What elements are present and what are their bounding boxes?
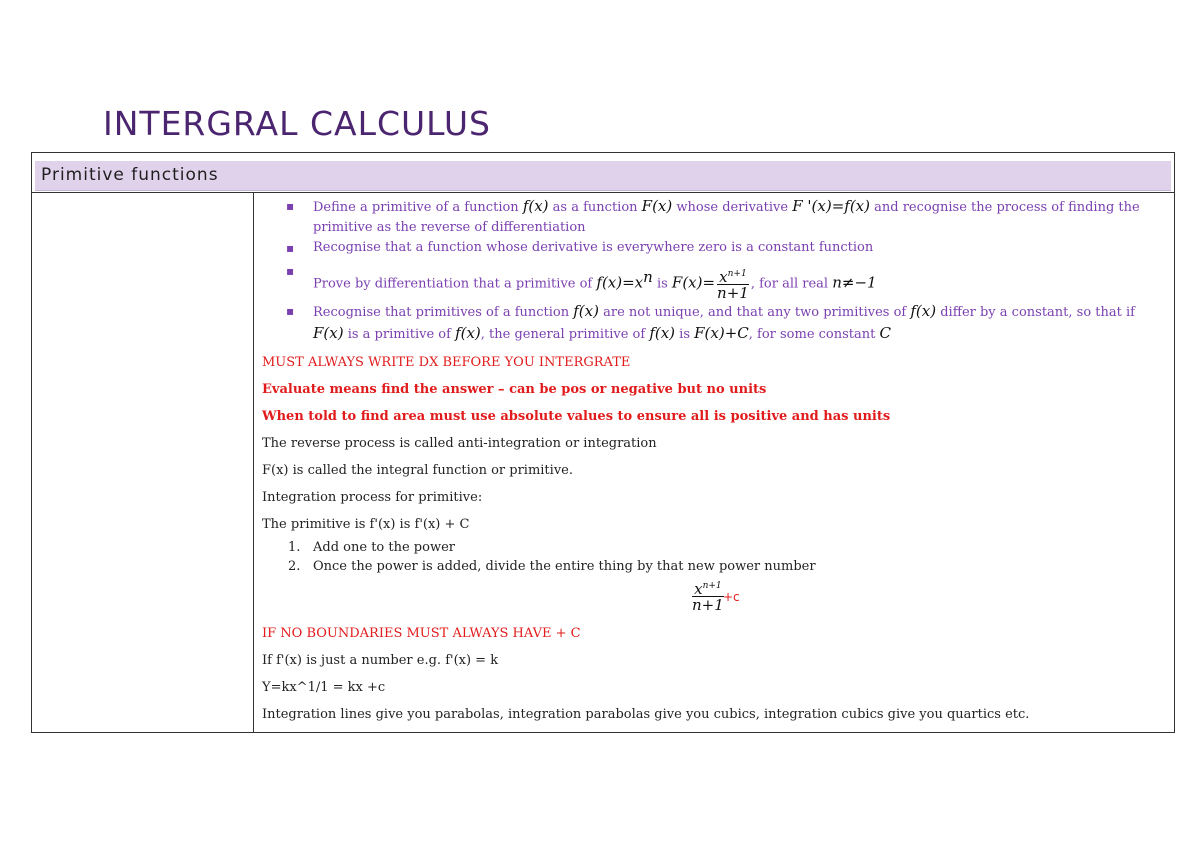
fraction-numerator: x — [694, 579, 703, 598]
math-expr: F '(x)=f(x) — [792, 197, 870, 215]
bullet-text: Prove by differentiation that a primitive of — [313, 276, 597, 292]
math-fraction — [692, 579, 724, 613]
note-area: When told to find area must use absolute values to ensure all is positive and has units — [262, 408, 891, 424]
bullet-text: whose derivative — [672, 200, 793, 215]
note-dx: MUST ALWAYS WRITE DX BEFORE YOU INTERGRATE — [262, 354, 631, 370]
formula-constant: +c — [723, 589, 740, 604]
list-item — [262, 538, 1167, 557]
math-expr: n≠−1 — [832, 273, 877, 292]
note-boundaries: IF NO BOUNDARIES MUST ALWAYS HAVE + C — [262, 625, 581, 641]
bullet-text: Define a primitive of a function — [313, 200, 523, 215]
note-evaluate: Evaluate means find the answer – can be pos or negative but no units — [262, 381, 767, 397]
math-expr: f(x) — [455, 323, 481, 342]
note-process: Integration process for primitive: — [262, 489, 483, 505]
math-expr: F(x)= — [671, 273, 716, 292]
step-text: Once the power is added, divide the entire thing by that new power number — [313, 558, 816, 574]
power-rule-formula — [262, 576, 1167, 620]
bullet-text: Recognise that primitives of a function — [313, 304, 574, 320]
list-item — [262, 196, 1167, 238]
math-expr: f(x)=x — [596, 273, 644, 292]
note-primitive: The primitive is f'(x) is f'(x) + C — [262, 516, 470, 532]
list-item — [262, 301, 1167, 345]
math-expr: F(x)+C — [694, 323, 749, 342]
bullet-text: is — [675, 326, 695, 342]
content-cell — [262, 196, 1167, 728]
fraction-denominator: n+1 — [717, 283, 749, 302]
content-table — [31, 152, 1175, 733]
note-lines: Integration lines give you parabolas, integration parabolas give you cubics, integration cubics give you quartics etc. — [262, 706, 1030, 722]
bullet-text: , for all real — [750, 276, 833, 292]
list-item — [262, 238, 1167, 258]
math-expr: C — [879, 323, 891, 342]
column-divider — [253, 193, 254, 732]
bullet-text: , the general primitive of — [480, 326, 650, 342]
bullet-text: is — [652, 276, 672, 292]
fraction-numerator: x — [719, 267, 728, 286]
note-reverse: The reverse process is called anti-integration or integration — [262, 435, 657, 451]
bullet-text: is a primitive of — [343, 326, 456, 342]
steps-list — [262, 538, 1167, 576]
math-expr: f(x) — [522, 197, 549, 215]
step-text: Add one to the power — [313, 539, 455, 555]
list-item — [262, 557, 1167, 576]
header-divider — [32, 192, 1174, 193]
math-sup: n — [643, 268, 653, 286]
math-sup: n+1 — [702, 580, 722, 591]
list-item — [262, 258, 1167, 301]
step-number: 2. — [288, 558, 301, 574]
note-fx: F(x) is called the integral function or primitive. — [262, 462, 573, 478]
math-expr: f(x) — [573, 301, 599, 320]
step-number: 1. — [288, 539, 301, 555]
bullet-text: as a function — [548, 200, 642, 215]
math-fraction — [717, 267, 749, 301]
math-sup: n+1 — [727, 268, 747, 279]
bullet-text: Recognise that a function whose derivative is everywhere zero is a constant function — [313, 240, 874, 255]
bullet-text: and recognise the process of finding the primitive as the reverse of differentiation — [313, 200, 1140, 235]
bullet-text: , for some constant — [748, 326, 880, 342]
math-expr: f(x) — [649, 323, 676, 342]
section-header — [35, 161, 1171, 191]
math-expr: F(x) — [641, 197, 673, 215]
math-expr: F(x) — [313, 323, 344, 342]
math-expr: f(x) — [910, 301, 937, 320]
page-title: INTERGRAL CALCULUS — [103, 104, 492, 143]
note-number: If f'(x) is just a number e.g. f'(x) = k — [262, 652, 499, 668]
fraction-denominator: n+1 — [692, 595, 724, 614]
section-header-label: Primitive functions — [41, 165, 219, 185]
bullet-text: are not unique, and that any two primitives of — [598, 304, 911, 320]
bullet-text: differ by a constant, so that if — [936, 304, 1135, 320]
outcomes-list — [262, 196, 1167, 345]
note-y: Y=kx^1/1 = kx +c — [262, 679, 386, 695]
